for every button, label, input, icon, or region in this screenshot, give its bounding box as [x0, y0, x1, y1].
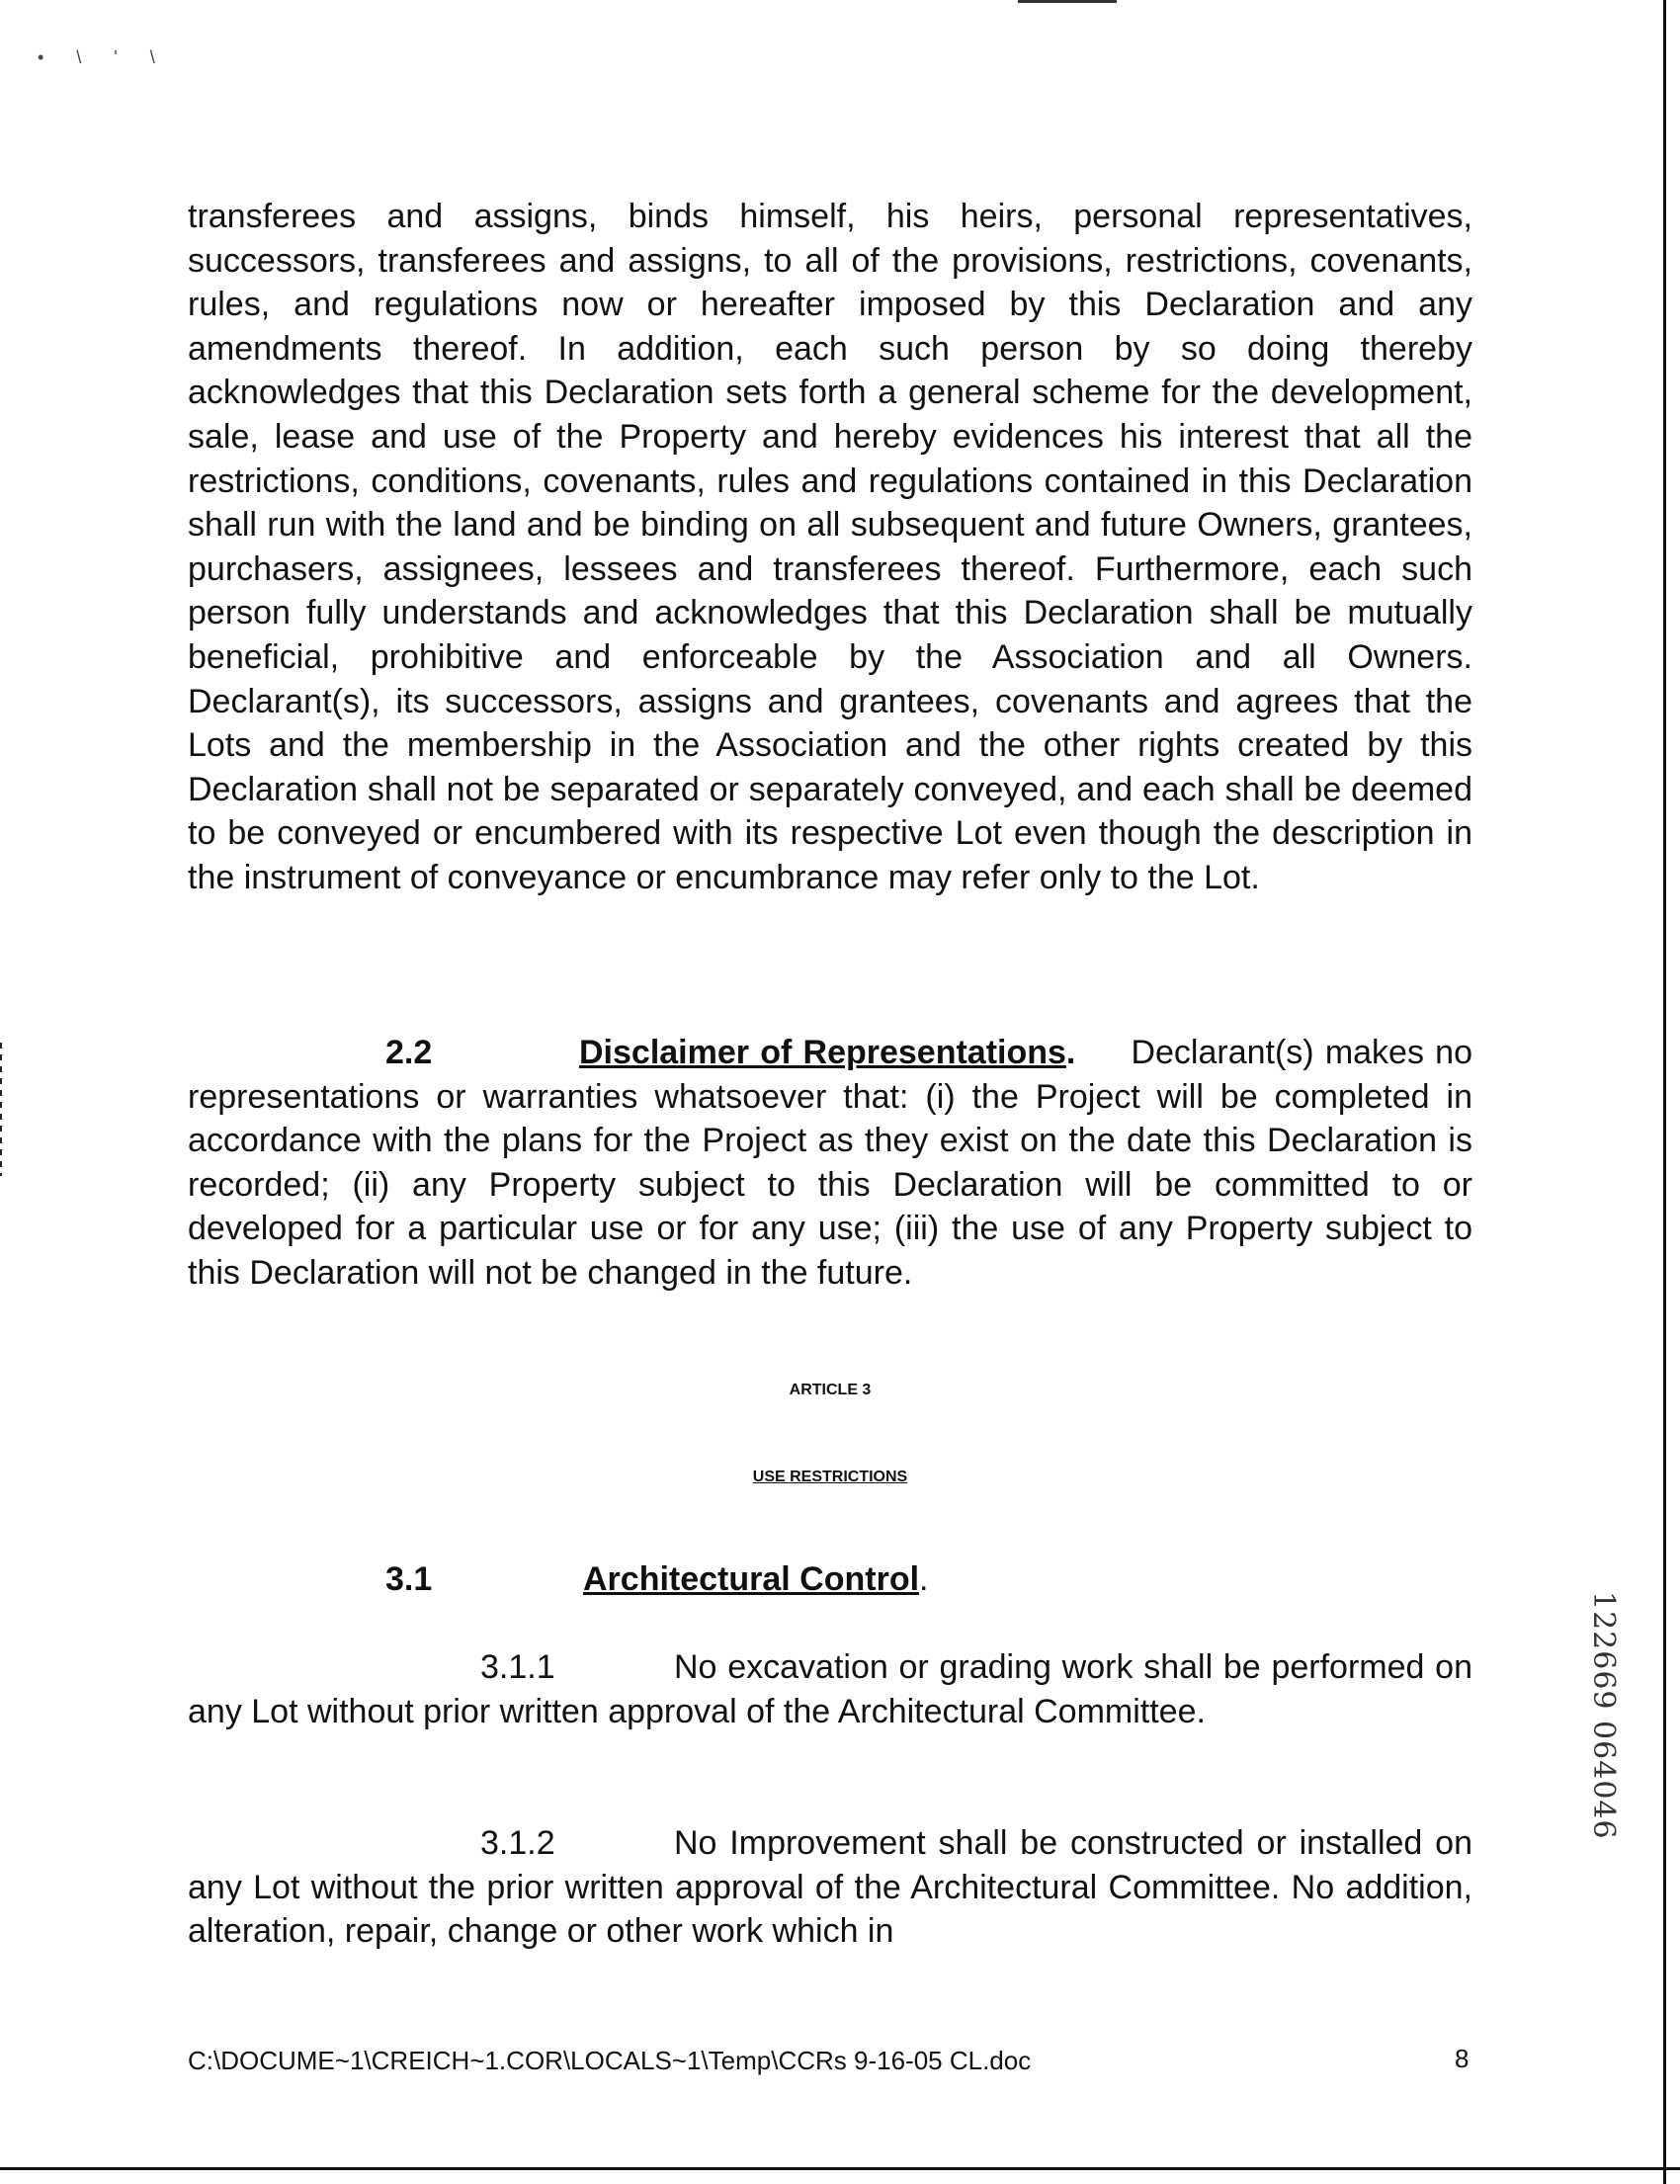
- section-3-1-title-punct: .: [919, 1560, 929, 1598]
- section-2-2-title-punct: .: [1065, 1034, 1076, 1071]
- section-3-1-title: Architectural Control: [583, 1560, 920, 1598]
- scan-specks: • \ ' \: [38, 47, 169, 67]
- section-2-2: [188, 1031, 1472, 1296]
- article-title-wrap: [188, 1469, 1472, 1486]
- scan-left-edge-marks: [0, 1043, 2, 1176]
- article-title: USE RESTRICTIONS: [752, 1469, 908, 1485]
- section-2-2-body: Declarant(s) makes no representations or warranties whatsoever that: (i) the Project will be completed in accordance with the plans for the Project as they exist on the date this Declaration is recorded; (ii) any Property subject to this Declaration will be committed to or developed for a particular use or for any use; (iii) the use of any Property subject to this Declaration will not be changed in the future.: [188, 1034, 1472, 1292]
- section-3-1-2-body: No Improvement shall be constructed or installed on any Lot without the prior written approval of the Architectural Committee. No addition, alteration, repair, change or other work which in: [188, 1824, 1472, 1951]
- section-3-1: [385, 1557, 929, 1602]
- section-3-1-1-body: No excavation or grading work shall be performed on any Lot without prior written approval of the Architectural Committee.: [188, 1648, 1472, 1730]
- scan-edge-mark: [1018, 0, 1117, 3]
- section-3-1-2: [188, 1821, 1472, 1954]
- section-3-1-number: 3.1: [385, 1560, 433, 1598]
- section-2-2-title: Disclaimer of Representations: [579, 1034, 1066, 1071]
- footer-page-number: 8: [1455, 2044, 1470, 2073]
- recording-stamp: 122669 064046: [1586, 1591, 1621, 1840]
- section-3-1-1-number: 3.1.1: [480, 1648, 555, 1686]
- scan-border-bottom: [0, 2167, 1680, 2170]
- section-2-2-number: 2.2: [385, 1034, 433, 1071]
- article-heading: ARTICLE 3: [789, 1382, 872, 1398]
- footer-file-path: C:\DOCUME~1\CREICH~1.COR\LOCALS~1\Temp\CCRs 9-16-05 CL.doc: [188, 2046, 1032, 2075]
- scan-border-right: [1663, 0, 1666, 2184]
- section-3-1-2-number: 3.1.2: [480, 1824, 555, 1862]
- section-3-1-1: [188, 1645, 1472, 1733]
- paragraph-continuation: transferees and assigns, binds himself, his heirs, personal representatives, successors, transferees and assigns, to all of the provisions, restrictions, covenants, rules, and regulations now or hereafter imposed by this Declaration and any amendments thereof. In addition, each such person by so doing thereby acknowledges that this Declaration sets forth a general scheme for the development, sale, lease and use of the Property and hereby evidences his interest that all the restrictions, conditions, covenants, rules and regulations contained in this Declaration shall run with the land and be binding on all subsequent and future Owners, grantees, purchasers, assignees, lessees and transferees thereof. Furthermore, each such person fully understands and acknowledges that this Declaration shall be mutually beneficial, prohibitive and enforceable by the Association and all Owners. Declarant(s), its successors, assigns and grantees, covenants and agrees that the Lots and the membership in the Association and the other rights created by this Declaration shall not be separated or separately conveyed, and each shall be deemed to be conveyed or encumbered with its respective Lot even though the description in the instrument of conveyance or encumbrance may refer only to the Lot.: [188, 198, 1472, 896]
